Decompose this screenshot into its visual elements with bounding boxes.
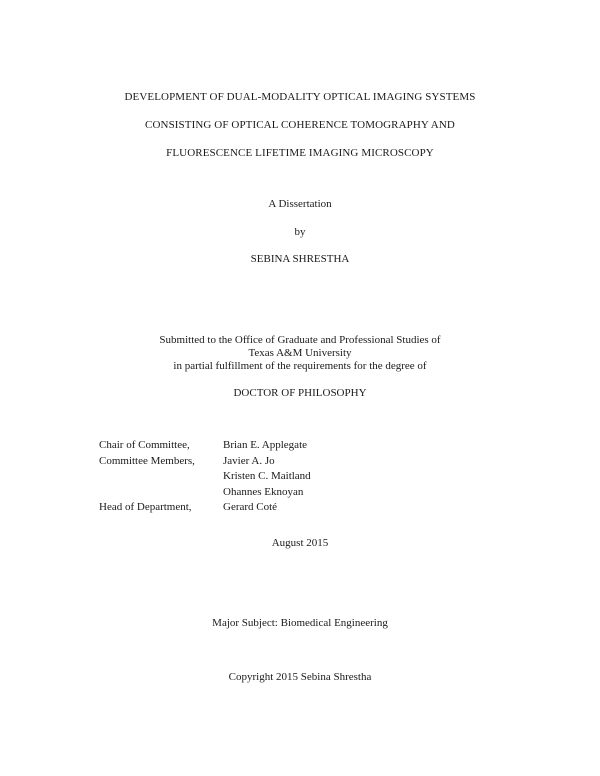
committee-member-name: Kristen C. Maitland <box>223 470 311 482</box>
by-label: by <box>294 226 306 238</box>
title-line-1: DEVELOPMENT OF DUAL-MODALITY OPTICAL IMAGING SYSTEMS <box>124 91 476 103</box>
major-subject: Major Subject: Biomedical Engineering <box>212 617 388 629</box>
date: August 2015 <box>271 537 329 549</box>
committee-member-name: Ohannes Eknoyan <box>223 485 304 498</box>
committee-role <box>99 469 223 485</box>
committee-row <box>99 469 311 485</box>
committee-row <box>99 454 311 470</box>
committee-row <box>99 485 311 501</box>
committee-member-name: Gerard Coté <box>223 501 278 513</box>
committee-row <box>99 500 311 516</box>
committee-role <box>99 485 223 501</box>
committee-role: Head of Department, <box>99 501 192 513</box>
copyright: Copyright 2015 Sebina Shrestha <box>228 671 372 683</box>
author-name: SEBINA SHRESTHA <box>250 253 350 265</box>
committee-row <box>99 438 311 454</box>
degree: DOCTOR OF PHILOSOPHY <box>233 387 367 399</box>
document-type: A Dissertation <box>268 198 332 210</box>
submission-line-1: Submitted to the Office of Graduate and Professional Studies of <box>159 334 441 346</box>
submission-line-3: in partial fulfillment of the requirements for the degree of <box>173 360 427 372</box>
title-line-3: FLUORESCENCE LIFETIME IMAGING MICROSCOPY <box>166 147 434 159</box>
committee-role: Chair of Committee, <box>99 439 190 451</box>
committee-member-name: Javier A. Jo <box>223 454 275 467</box>
committee-member-name: Brian E. Applegate <box>223 439 308 451</box>
committee-role: Committee Members, <box>99 454 195 467</box>
submission-line-2: Texas A&M University <box>248 347 352 359</box>
committee-list <box>99 438 311 516</box>
title-line-2: CONSISTING OF OPTICAL COHERENCE TOMOGRAPHY AND <box>145 119 455 131</box>
